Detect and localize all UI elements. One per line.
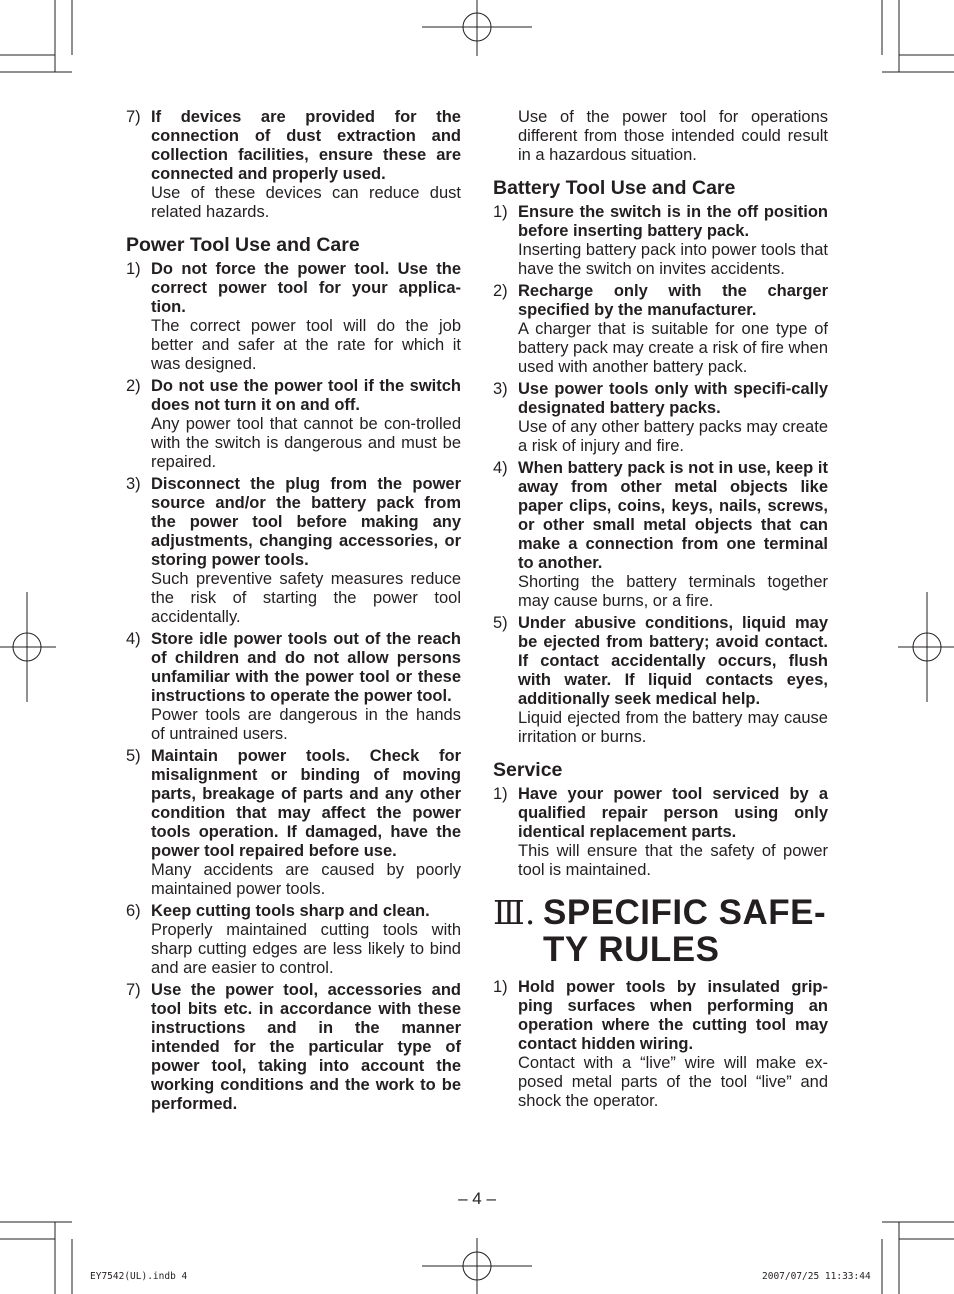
left-column bbox=[126, 108, 461, 1117]
item-number: 5) bbox=[126, 747, 141, 765]
footer-timestamp: 2007/07/25 11:33:44 bbox=[762, 1271, 871, 1282]
chapter-numeral: Ⅲ. bbox=[493, 893, 536, 932]
item-number: 3) bbox=[126, 475, 141, 493]
item-explanation: Contact with a “live” wire will make ex-posed metal parts of the tool “live” and shock the operator. bbox=[518, 1054, 828, 1110]
item-explanation: Many accidents are caused by poorly maintained power tools. bbox=[151, 861, 461, 898]
item-instruction: When battery pack is not in use, keep it away from other metal objects like paper clips, coins, keys, nails, screws, or other small metal objects that can make a connection from one terminal to another. bbox=[518, 459, 828, 572]
item-explanation: Such preventive safety measures reduce the risk of starting the power tool accidentally. bbox=[151, 570, 461, 626]
item-explanation: A charger that is suitable for one type of battery pack may create a risk of fire when used with another battery pack. bbox=[518, 320, 828, 376]
list-item bbox=[126, 108, 461, 222]
list-item bbox=[493, 785, 828, 880]
item-instruction: Store idle power tools out of the reach of children and do not allow persons unfamiliar with the power tool or these instructions to operate the power tool. bbox=[151, 630, 461, 705]
section-heading-power-tool: Power Tool Use and Care bbox=[126, 234, 360, 256]
section-heading-service: Service bbox=[493, 759, 563, 781]
item-instruction: Disconnect the plug from the power source and/or the battery pack from the power tool before making any adjustments, changing accessories, or storing power tools. bbox=[151, 475, 461, 569]
item-explanation: Properly maintained cutting tools with sharp cutting edges are less likely to bind and are easier to control. bbox=[151, 921, 461, 977]
item-instruction: Keep cutting tools sharp and clean. bbox=[151, 902, 430, 920]
item-instruction: Do not force the power tool. Use the correct power tool for your applica-tion. bbox=[151, 260, 461, 316]
item-number: 4) bbox=[126, 630, 141, 648]
item-explanation: The correct power tool will do the job better and safer at the rate for which it was designed. bbox=[151, 317, 461, 373]
list-item bbox=[493, 614, 828, 747]
item-explanation: Use of any other battery packs may create a risk of injury and fire. bbox=[518, 418, 828, 455]
item-instruction: Use the power tool, accessories and tool bits etc. in accordance with these instructions and in the manner intended for the particular type of power tool, taking into account the working conditions and the work to be performed. bbox=[151, 981, 461, 1113]
list-item bbox=[126, 377, 461, 472]
list-item bbox=[493, 978, 828, 1111]
chapter-title: SPECIFIC SAFE-TY RULES bbox=[543, 893, 827, 969]
item-instruction: Recharge only with the charger specified by the manufacturer. bbox=[518, 282, 828, 319]
item-instruction: Do not use the power tool if the switch does not turn it on and off. bbox=[151, 377, 461, 414]
section-heading-battery: Battery Tool Use and Care bbox=[493, 177, 736, 199]
list-item bbox=[493, 203, 828, 279]
item-instruction: Maintain power tools. Check for misalignment or binding of moving parts, breakage of parts and any other condition that may affect the power tools operation. If damaged, have the power tool repaired before use. bbox=[151, 747, 461, 860]
item-explanation: Use of these devices can reduce dust related hazards. bbox=[151, 184, 461, 221]
item-continuation: Use of the power tool for operations different from those intended could result in a hazardous situation. bbox=[518, 108, 828, 164]
item-instruction: If devices are provided for the connection of dust extraction and collection facilities, ensure these are connected and properly used. bbox=[151, 108, 461, 183]
item-explanation: Liquid ejected from the battery may cause irritation or burns. bbox=[518, 709, 828, 746]
item-explanation: Any power tool that cannot be con-trolled with the switch is dangerous and must be repaired. bbox=[151, 415, 461, 471]
item-instruction: Ensure the switch is in the off position before inserting battery pack. bbox=[518, 203, 828, 240]
list-item bbox=[493, 459, 828, 611]
item-explanation: Power tools are dangerous in the hands of untrained users. bbox=[151, 706, 461, 743]
list-item bbox=[493, 282, 828, 377]
item-instruction: Have your power tool serviced by a qualified repair person using only identical replacement parts. bbox=[518, 785, 828, 841]
list-item bbox=[126, 475, 461, 627]
item-instruction: Hold power tools by insulated grip-ping surfaces when performing an operation where the cutting tool may contact hidden wiring. bbox=[518, 978, 828, 1053]
item-number: 1) bbox=[493, 203, 508, 221]
item-number: 2) bbox=[126, 377, 141, 395]
list-item bbox=[126, 260, 461, 374]
item-number: 1) bbox=[126, 260, 141, 278]
item-explanation: This will ensure that the safety of power tool is maintained. bbox=[518, 842, 828, 879]
list-item bbox=[126, 747, 461, 899]
right-column bbox=[493, 108, 828, 1114]
item-explanation: Shorting the battery terminals together may cause burns, or a fire. bbox=[518, 573, 828, 610]
item-explanation: Inserting battery pack into power tools that have the switch on invites accidents. bbox=[518, 241, 829, 278]
item-instruction: Under abusive conditions, liquid may be ejected from battery; avoid contact. If contact accidentally occurs, flush with water. If liquid contacts eyes, additionally seek medical help. bbox=[518, 614, 828, 708]
item-number: 7) bbox=[126, 981, 141, 999]
list-item bbox=[126, 902, 461, 978]
list-item bbox=[493, 380, 828, 456]
item-number: 7) bbox=[126, 108, 141, 126]
footer-filename: EY7542(UL).indb 4 bbox=[90, 1271, 188, 1282]
item-number: 1) bbox=[493, 785, 508, 803]
list-item bbox=[126, 630, 461, 744]
item-number: 5) bbox=[493, 614, 508, 632]
item-number: 6) bbox=[126, 902, 141, 920]
item-number: 1) bbox=[493, 978, 508, 996]
item-instruction: Use power tools only with specifi-cally designated battery packs. bbox=[518, 380, 828, 417]
item-number: 2) bbox=[493, 282, 508, 300]
list-item bbox=[126, 981, 461, 1114]
item-number: 3) bbox=[493, 380, 508, 398]
item-number: 4) bbox=[493, 459, 508, 477]
chapter-heading bbox=[493, 894, 828, 968]
page-number: – 4 – bbox=[458, 1189, 496, 1208]
